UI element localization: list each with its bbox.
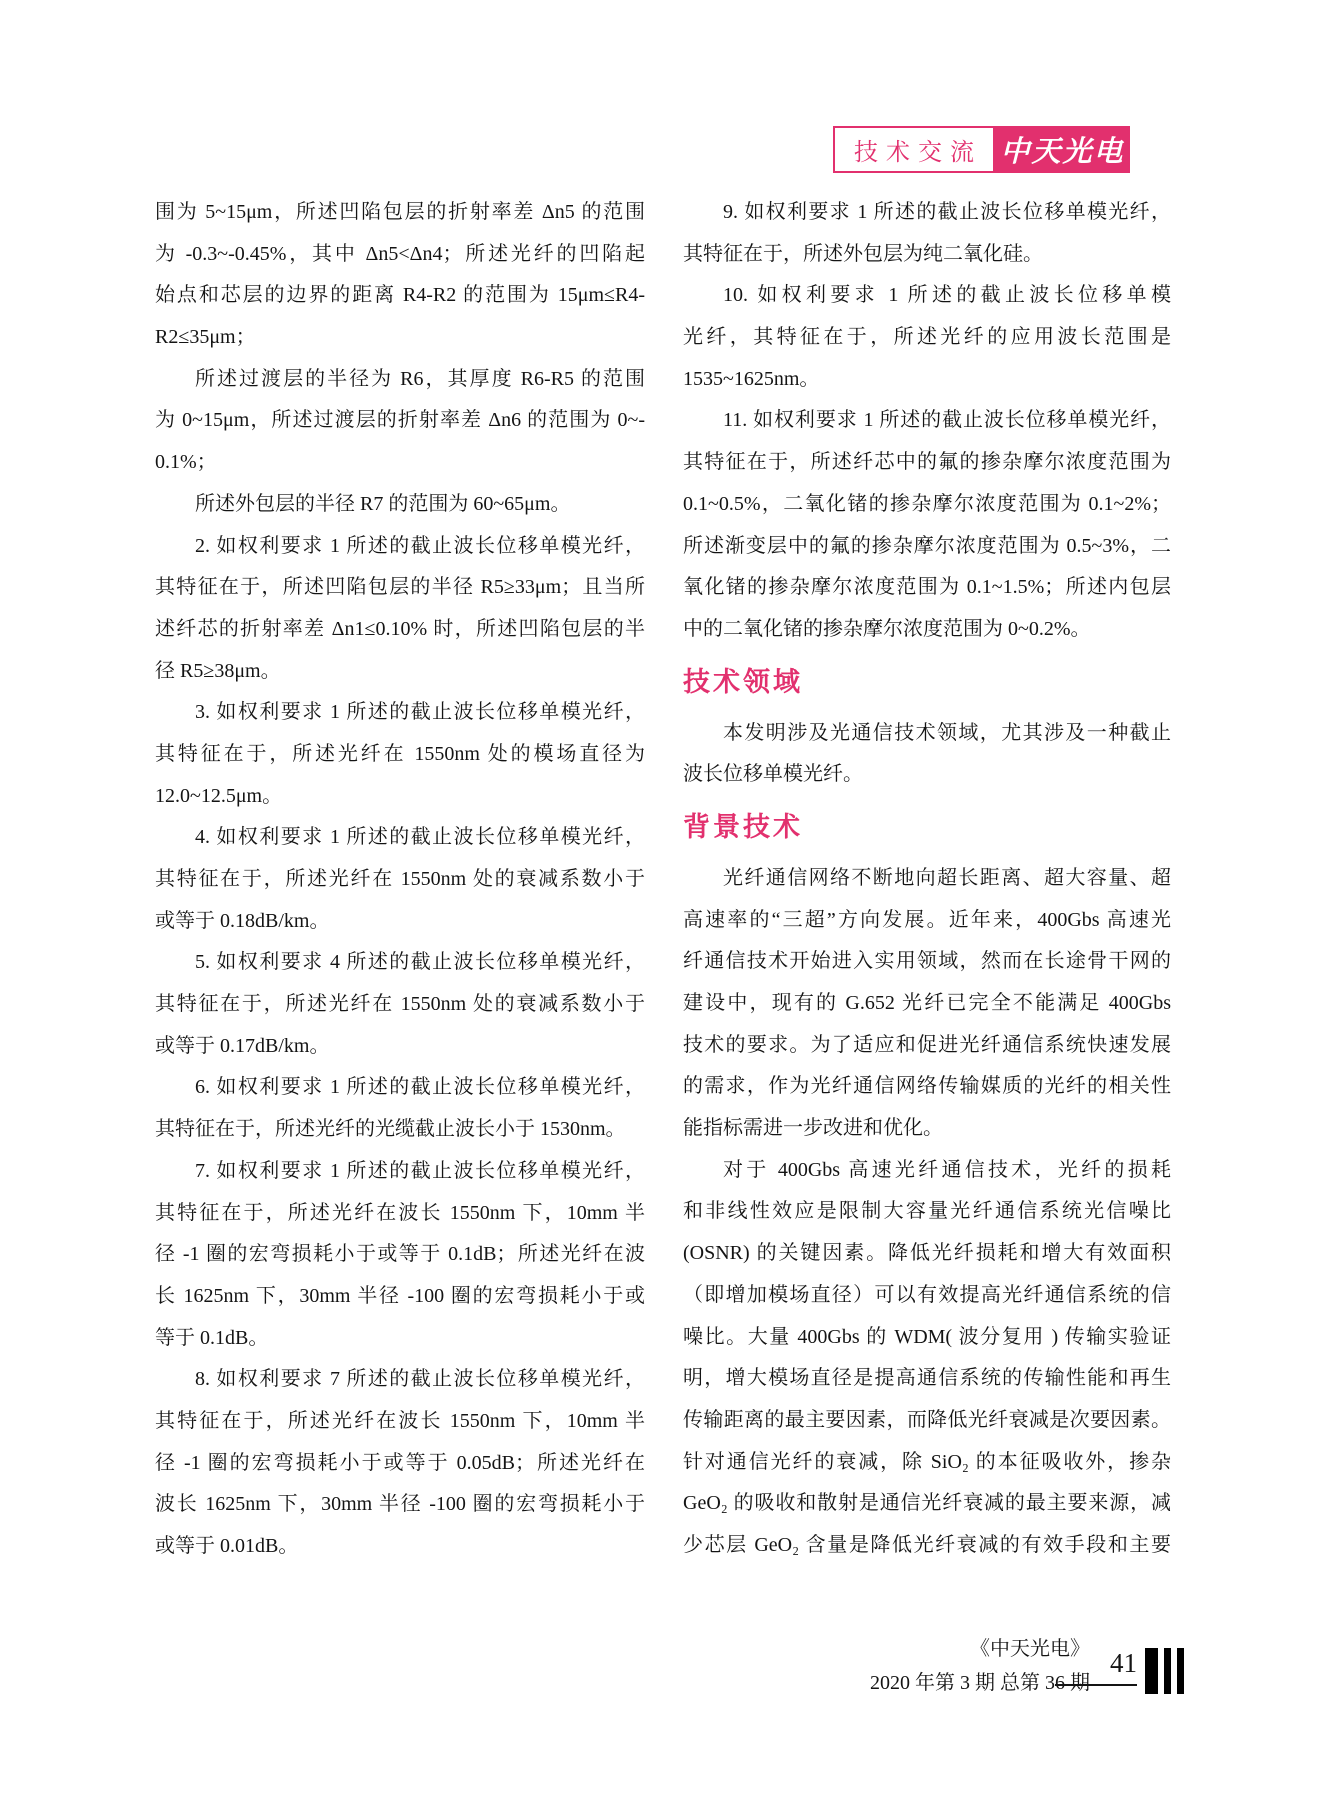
text-line: 其特征在于，所述光纤在波长 1550nm 下，10mm 半 bbox=[155, 1409, 645, 1432]
text-line: 3. 如权利要求 1 所述的截止波长位移单模光纤， bbox=[195, 701, 645, 724]
footer-issue-info: 2020 年第 3 期 总第 36 期 bbox=[870, 1672, 1090, 1694]
text-line: 光纤通信网络不断地向超长距离、超大容量、超 bbox=[723, 866, 1171, 889]
text-line: 或等于 0.01dB。 bbox=[155, 1535, 299, 1557]
text-line: 噪比。大量 400Gbs 的 WDM( 波分复用 ) 传输实验证 bbox=[683, 1325, 1171, 1348]
text-line: 光纤，其特征在于，所述光纤的应用波长范围是 bbox=[683, 326, 1171, 349]
text-line: 氧化锗的掺杂摩尔浓度范围为 0.1~1.5%；所述内包层 bbox=[683, 576, 1171, 599]
text-line: 其特征在于，所述凹陷包层的半径 R5≥33μm；且当所 bbox=[155, 576, 645, 599]
text-line: 6. 如权利要求 1 所述的截止波长位移单模光纤， bbox=[195, 1076, 645, 1099]
text-line: 0.1~0.5%，二氧化锗的掺杂摩尔浓度范围为 0.1~2%； bbox=[683, 492, 1171, 515]
text-line: 针对通信光纤的衰减，除 SiO₂ 的本征吸收外，掺杂 bbox=[683, 1450, 1171, 1473]
footer-bar-3 bbox=[1177, 1648, 1184, 1694]
section-heading: 技术领域 bbox=[683, 666, 803, 697]
text-line: 径 -1 圈的宏弯损耗小于或等于 0.1dB；所述光纤在波 bbox=[155, 1243, 645, 1266]
text-line: 高速率的“三超”方向发展。近年来，400Gbs 高速光 bbox=[683, 908, 1171, 931]
text-line: 本发明涉及光通信技术领域，尤其涉及一种截止 bbox=[723, 721, 1171, 744]
footer-journal-title: 《中天光电》 bbox=[970, 1638, 1090, 1660]
text-line: 其特征在于，所述外包层为纯二氧化硅。 bbox=[683, 242, 1043, 265]
footer-journal-info bbox=[670, 1632, 1090, 1700]
text-line: 等于 0.1dB。 bbox=[155, 1326, 269, 1349]
section-heading: 背景技术 bbox=[683, 811, 803, 842]
text-line: 长 1625nm 下，30mm 半径 -100 圈的宏弯损耗小于或 bbox=[155, 1284, 645, 1307]
text-line: (OSNR) 的关键因素。降低光纤损耗和增大有效面积 bbox=[683, 1242, 1171, 1265]
text-line: GeO₂ 的吸收和散射是通信光纤衰减的最主要来源，减 bbox=[683, 1492, 1171, 1515]
text-line: 所述过渡层的半径为 R6，其厚度 R6-R5 的范围 bbox=[195, 367, 645, 390]
text-line: 10. 如权利要求 1 所述的截止波长位移单模 bbox=[723, 284, 1171, 307]
text-line: 述纤芯的折射率差 Δn1≤0.10% 时，所述凹陷包层的半 bbox=[155, 617, 645, 640]
right-text-column bbox=[683, 192, 1171, 1567]
text-line: 对于 400Gbs 高速光纤通信技术，光纤的损耗 bbox=[723, 1158, 1171, 1181]
text-line: 所述外包层的半径 R7 的范围为 60~65μm。 bbox=[195, 492, 571, 515]
text-line: 所述渐变层中的氟的掺杂摩尔浓度范围为 0.5~3%，二 bbox=[683, 534, 1171, 557]
text-line: 波长 1625nm 下，30mm 半径 -100 圈的宏弯损耗小于 bbox=[155, 1493, 645, 1516]
text-line: 7. 如权利要求 1 所述的截止波长位移单模光纤， bbox=[195, 1159, 645, 1182]
text-line: 1535~1625nm。 bbox=[683, 367, 820, 390]
text-line: 其特征在于，所述光纤的光缆截止波长小于 1530nm。 bbox=[155, 1118, 626, 1141]
text-line: 为 -0.3~-0.45%，其中 Δn5<Δn4；所述光纤的凹陷起 bbox=[155, 242, 645, 265]
text-line: 中的二氧化锗的掺杂摩尔浓度范围为 0~0.2%。 bbox=[683, 617, 1091, 640]
footer-bars-decoration bbox=[1145, 1648, 1184, 1694]
brand-logo bbox=[995, 126, 1130, 173]
footer-bar-1 bbox=[1145, 1648, 1158, 1694]
left-text-column bbox=[155, 192, 645, 1568]
text-line: 为 0~15μm，所述过渡层的折射率差 Δn6 的范围为 0~- bbox=[155, 409, 645, 432]
text-line: （即增加模场直径）可以有效提高光纤通信系统的信 bbox=[683, 1283, 1171, 1306]
section-tab bbox=[833, 126, 995, 173]
text-line: 8. 如权利要求 7 所述的截止波长位移单模光纤， bbox=[195, 1368, 645, 1391]
text-line: 纤通信技术开始进入实用领域，然而在长途骨干网的 bbox=[683, 950, 1171, 973]
text-line: 2. 如权利要求 1 所述的截止波长位移单模光纤， bbox=[195, 534, 645, 557]
text-line: 12.0~12.5μm。 bbox=[155, 784, 283, 807]
text-line: 其特征在于，所述纤芯中的氟的掺杂摩尔浓度范围为 bbox=[683, 451, 1171, 474]
text-line: 0.1%； bbox=[155, 451, 217, 474]
text-line: 9. 如权利要求 1 所述的截止波长位移单模光纤， bbox=[723, 201, 1171, 223]
text-line: 4. 如权利要求 1 所述的截止波长位移单模光纤， bbox=[195, 826, 645, 849]
text-line: 始点和芯层的边界的距离 R4-R2 的范围为 15μm≤R4- bbox=[155, 284, 645, 307]
text-line: 建设中，现有的 G.652 光纤已完全不能满足 400Gbs bbox=[683, 992, 1171, 1014]
text-line: 11. 如权利要求 1 所述的截止波长位移单模光纤， bbox=[723, 409, 1171, 432]
text-line: 能指标需进一步改进和优化。 bbox=[683, 1117, 943, 1140]
text-line: 和非线性效应是限制大容量光纤通信系统光信噪比 bbox=[683, 1200, 1171, 1223]
text-line: 或等于 0.18dB/km。 bbox=[155, 909, 330, 932]
text-line: R2≤35μm； bbox=[155, 326, 256, 349]
text-line: 围为 5~15μm，所述凹陷包层的折射率差 Δn5 的范围 bbox=[155, 201, 645, 223]
text-line: 其特征在于，所述光纤在 1550nm 处的衰减系数小于 bbox=[155, 993, 645, 1016]
text-line: 明，增大模场直径是提高通信系统的传输性能和再生 bbox=[683, 1367, 1171, 1390]
footer-bar-2 bbox=[1164, 1648, 1171, 1694]
text-line: 传输距离的最主要因素，而降低光纤衰减是次要因素。 bbox=[683, 1408, 1171, 1431]
text-line: 技术的要求。为了适应和促进光纤通信系统快速发展 bbox=[683, 1033, 1171, 1056]
text-line: 其特征在于，所述光纤在波长 1550nm 下，10mm 半 bbox=[155, 1201, 645, 1224]
text-line: 其特征在于，所述光纤在 1550nm 处的模场直径为 bbox=[155, 742, 645, 765]
text-line: 径 R5≥38μm。 bbox=[155, 659, 281, 682]
page-number: 41 bbox=[1055, 1648, 1137, 1686]
section-tab-label: 技术交流 bbox=[854, 139, 982, 166]
text-line: 的需求，作为光纤通信网络传输媒质的光纤的相关性 bbox=[683, 1075, 1171, 1098]
text-line: 少芯层 GeO₂ 含量是降低光纤衰减的有效手段和主要 bbox=[683, 1533, 1171, 1556]
text-line: 或等于 0.17dB/km。 bbox=[155, 1034, 330, 1057]
brand-logo-text: 中天光电 bbox=[1000, 136, 1125, 168]
text-line: 径 -1 圈的宏弯损耗小于或等于 0.05dB；所述光纤在 bbox=[155, 1451, 645, 1474]
text-line: 其特征在于，所述光纤在 1550nm 处的衰减系数小于 bbox=[155, 868, 645, 890]
text-line: 波长位移单模光纤。 bbox=[683, 763, 863, 786]
text-line: 5. 如权利要求 4 所述的截止波长位移单模光纤， bbox=[195, 951, 645, 974]
